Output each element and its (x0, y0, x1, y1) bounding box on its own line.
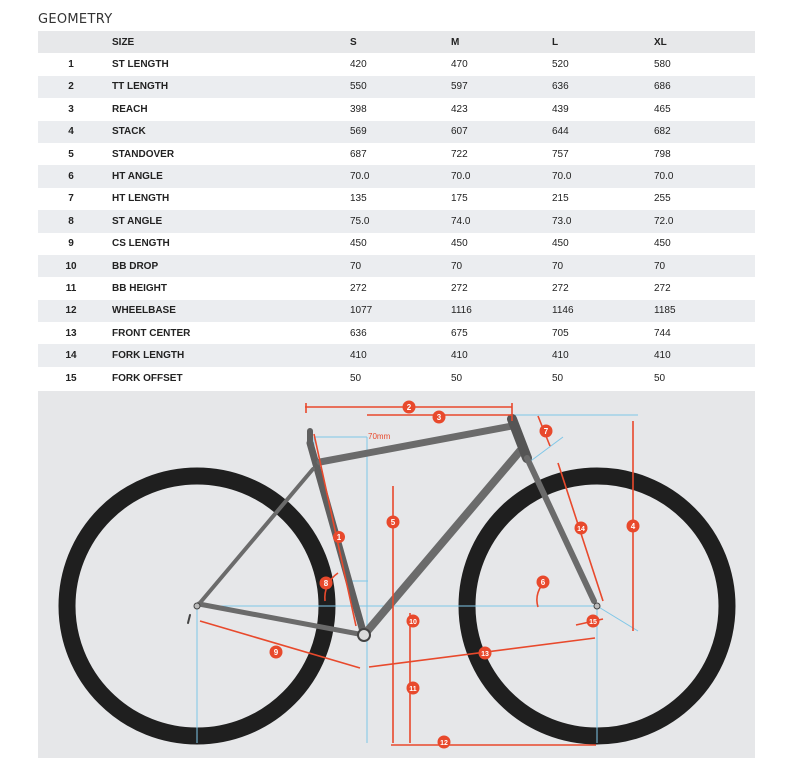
row-number: 13 (65, 327, 77, 339)
cell-size-m: 450 (451, 238, 468, 250)
row-number: 2 (68, 81, 74, 93)
row-label: TT LENGTH (112, 81, 169, 93)
badge-12 (438, 736, 451, 749)
row-label: ST ANGLE (112, 215, 163, 227)
table-row (38, 277, 755, 299)
badge-14 (575, 522, 588, 535)
header-size: SIZE (112, 36, 135, 48)
cell-size-m: 1116 (451, 305, 472, 317)
badge-9 (270, 646, 283, 659)
cell-size-s: 135 (350, 193, 367, 205)
table-row (38, 210, 755, 232)
cell-size-xl: 70.0 (654, 171, 674, 183)
badge-11 (407, 682, 420, 695)
badge-5 (387, 516, 400, 529)
badge-6 (537, 576, 550, 589)
svg-text:14: 14 (577, 526, 585, 533)
cell-size-l: 70 (552, 260, 564, 272)
svg-text:11: 11 (409, 686, 417, 693)
cell-size-l: 272 (552, 282, 569, 294)
cell-size-s: 569 (350, 126, 367, 138)
svg-text:4: 4 (630, 522, 636, 531)
cell-size-l: 50 (552, 372, 564, 384)
cell-size-xl: 72.0 (654, 215, 674, 227)
table-row (38, 98, 755, 120)
cell-size-m: 470 (451, 59, 468, 71)
row-label: BB DROP (112, 260, 159, 272)
cell-size-xl: 686 (654, 81, 671, 93)
table-row (38, 188, 755, 210)
svg-text:9: 9 (273, 648, 279, 657)
row-number: 10 (65, 260, 77, 272)
cell-size-xl: 580 (654, 59, 671, 71)
row-number: 15 (65, 372, 77, 384)
row-label: REACH (112, 103, 148, 115)
row-number: 9 (68, 238, 74, 250)
cell-size-xl: 465 (654, 103, 671, 115)
svg-text:2: 2 (406, 403, 412, 412)
row-label: ST LENGTH (112, 59, 169, 71)
cell-size-s: 550 (350, 81, 367, 93)
row-number: 5 (68, 148, 74, 160)
row-label: FRONT CENTER (112, 327, 191, 339)
cell-size-m: 607 (451, 126, 468, 138)
geometry-table (38, 31, 755, 389)
cell-size-m: 675 (451, 327, 468, 339)
section-title: GEOMETRY (38, 12, 113, 27)
bike-frame (188, 419, 600, 641)
table-row (38, 233, 755, 255)
svg-text:1: 1 (336, 533, 342, 542)
table-row (38, 300, 755, 322)
svg-text:6: 6 (540, 578, 546, 587)
geometry-diagram (38, 391, 755, 758)
row-number: 6 (68, 171, 74, 183)
cell-size-xl: 1185 (654, 305, 676, 317)
table-header-row (38, 31, 755, 53)
table-row (38, 121, 755, 143)
badge-3 (433, 411, 446, 424)
cell-size-s: 398 (350, 103, 367, 115)
header-size-l: L (552, 36, 559, 48)
cell-size-xl: 70 (654, 260, 666, 272)
table-row (38, 255, 755, 277)
row-label: STANDOVER (112, 148, 175, 160)
svg-text:13: 13 (481, 651, 489, 658)
cell-size-l: 439 (552, 103, 569, 115)
cell-size-m: 70.0 (451, 171, 471, 183)
cell-size-m: 272 (451, 282, 468, 294)
cell-size-s: 450 (350, 238, 367, 250)
cell-size-s: 50 (350, 372, 362, 384)
cell-size-xl: 682 (654, 126, 671, 138)
badge-7 (540, 425, 553, 438)
row-number: 3 (68, 103, 74, 115)
cell-size-s: 420 (350, 59, 367, 71)
bike-geometry-svg (38, 391, 755, 758)
cell-size-l: 1146 (552, 305, 574, 317)
table-row (38, 344, 755, 366)
cell-size-l: 636 (552, 81, 569, 93)
cell-size-m: 410 (451, 350, 468, 362)
header-size-xl: XL (654, 36, 667, 48)
cell-size-s: 410 (350, 350, 367, 362)
svg-text:7: 7 (543, 427, 549, 436)
row-number: 1 (68, 59, 74, 71)
cell-size-s: 687 (350, 148, 367, 160)
table-row (38, 367, 755, 389)
svg-text:12: 12 (440, 740, 448, 747)
cell-size-l: 705 (552, 327, 569, 339)
cell-size-xl: 272 (654, 282, 671, 294)
badge-8 (320, 577, 333, 590)
svg-text:15: 15 (589, 619, 597, 626)
row-label: WHEELBASE (112, 305, 176, 317)
row-label: HT ANGLE (112, 171, 163, 183)
badge-1 (333, 531, 345, 543)
badge-10 (407, 615, 420, 628)
row-label: FORK LENGTH (112, 350, 185, 362)
cell-size-l: 215 (552, 193, 569, 205)
badge-15 (587, 615, 600, 628)
row-number: 4 (68, 126, 74, 138)
offset-label: 70mm (368, 432, 391, 441)
cell-size-l: 70.0 (552, 171, 572, 183)
row-number: 12 (65, 305, 77, 317)
row-label: BB HEIGHT (112, 282, 167, 294)
cell-size-m: 423 (451, 103, 468, 115)
row-label: STACK (112, 126, 146, 138)
table-row (38, 322, 755, 344)
cell-size-l: 73.0 (552, 215, 572, 227)
cell-size-xl: 255 (654, 193, 671, 205)
cell-size-s: 70 (350, 260, 362, 272)
svg-text:3: 3 (436, 413, 442, 422)
row-number: 7 (68, 193, 74, 205)
table-row (38, 76, 755, 98)
badge-2 (403, 401, 416, 414)
cell-size-l: 450 (552, 238, 569, 250)
cell-size-l: 410 (552, 350, 569, 362)
svg-text:10: 10 (409, 619, 417, 626)
row-label: CS LENGTH (112, 238, 170, 250)
table-row (38, 53, 755, 75)
table-row (38, 143, 755, 165)
row-label: FORK OFFSET (112, 372, 183, 384)
row-number: 8 (68, 215, 74, 227)
table-row (38, 165, 755, 187)
cell-size-l: 520 (552, 59, 569, 71)
cell-size-s: 1077 (350, 305, 373, 317)
cell-size-m: 74.0 (451, 215, 471, 227)
header-size-s: S (350, 36, 357, 48)
svg-text:5: 5 (390, 518, 396, 527)
svg-text:8: 8 (323, 579, 329, 588)
cell-size-l: 644 (552, 126, 569, 138)
row-number: 11 (65, 282, 77, 294)
badge-4 (627, 520, 640, 533)
cell-size-xl: 450 (654, 238, 671, 250)
cell-size-xl: 50 (654, 372, 666, 384)
header-index (38, 31, 112, 53)
cell-size-m: 597 (451, 81, 468, 93)
cell-size-xl: 744 (654, 327, 671, 339)
row-label: HT LENGTH (112, 193, 170, 205)
cell-size-s: 272 (350, 282, 367, 294)
header-size-m: M (451, 36, 460, 48)
badge-13 (479, 647, 492, 660)
row-number: 14 (65, 350, 77, 362)
cell-size-xl: 410 (654, 350, 671, 362)
cell-size-s: 70.0 (350, 171, 370, 183)
cell-size-m: 722 (451, 148, 468, 160)
cell-size-m: 70 (451, 260, 463, 272)
cell-size-s: 75.0 (350, 215, 370, 227)
cell-size-xl: 798 (654, 148, 671, 160)
guide-lines (197, 415, 638, 743)
cell-size-m: 175 (451, 193, 468, 205)
cell-size-s: 636 (350, 327, 367, 339)
cell-size-m: 50 (451, 372, 463, 384)
cell-size-l: 757 (552, 148, 569, 160)
